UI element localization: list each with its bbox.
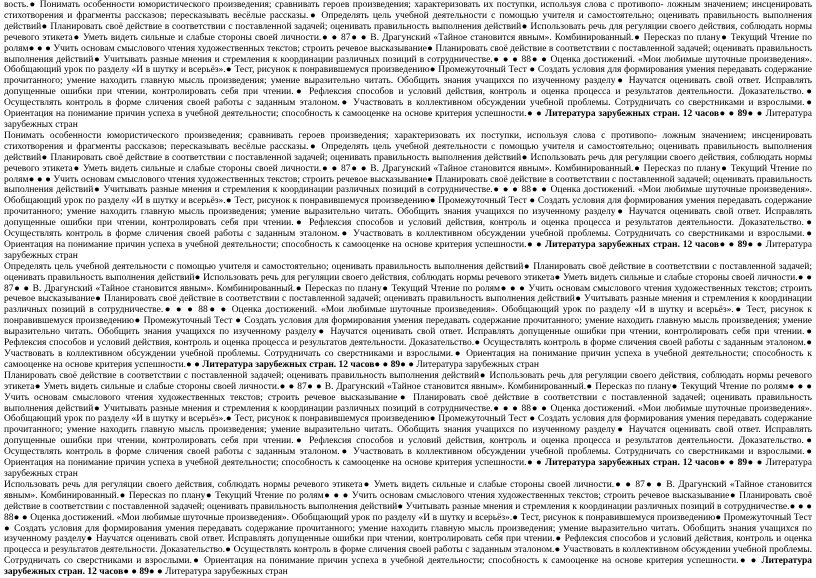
text-run: Литература зарубежных стран — [4, 109, 812, 130]
text-paragraph — [4, 480, 812, 578]
text-run: Планировать своё действие в соответствии с поставленной задачей; оценивать правильность выполнения действий● Использовать речь для регуляции своего действия, соблюдать нормы речевого этикета● Уметь видеть сильные и слабые стороны своей личности.● ● 87● ● В. Драгунский «Тайное становится явным». Комбинированный.● Пересказ по плану● Текущий Чтение по ролям● ● ● Учить основам смыслового чтения художественных текстов; строить речевое высказывание● Планировать своё действие в соответствии с поставленной задачей; оценивать правильность выполнения действий● Учитывать разные мнения и стремления к координации различных позиций в сотрудничестве.● ● ● 88● ● Оценка достижений. «Мои любимые шуточные произведения». Обобщающий урок по разделу «И в шутку и всерьёз».● Тест, рисунок к понравившемуся произведению● Промежуточный Тест ● Создать условия для формирования умения передавать содержание прочитанного; умение находить главную мысль произведения; умение выразительно читать. Обобщить знания учащихся по изученному разделу● Научатся оценивать свой ответ. Исправлять допущенные ошибки при чтении, контролировать себя при чтении.● Рефлексия способов и условий действия, контроль и оценка процесса и результатов деятельности. Доказательство.● Осуществлять контроль в форме сличения своей работы с заданным эталоном.● Участвовать в коллективном обсуждении учебной проблемы. Сотрудничать со сверстниками и взрослыми.● Ориентация на понимание причин успеха в учебной деятельности; способность к самооценке на основе критерия успешности.● ● — [4, 370, 812, 469]
bold-text-run: Литература зарубежных стран. 12 часов● ● 89● ● — [202, 359, 417, 370]
bold-text-run: Литература зарубежных стран. 12 часов● ● 89● ● — [545, 239, 766, 250]
text-run: Литература зарубежных стран — [4, 458, 812, 479]
bold-text-run: Литература зарубежных стран. 12 часов● ● 89● ● — [545, 109, 766, 120]
text-paragraph — [4, 131, 812, 262]
text-run: Литература зарубежных стран — [4, 239, 812, 261]
bold-text-run: Литература зарубежных стран. 12 часов● ● 89● ● — [545, 458, 766, 469]
text-run: Понимать особенности юмористического произведения; сравнивать героев произведения; характеризовать их поступки, используя слова с противопо- ложным значением; инсценировать стихотворения и фрагменты рассказов; пересказывать весёлые рассказы.● Определять цель учебной деятельности с помощью учителя и самостоятельно; оценивать правильность выполнения действий● Планировать своё действие в соответствии с поставленной задачей; оценивать правильность выполнения действий● Использовать речь для регуляции своего действия, соблюдать нормы речевого этикета● Уметь видеть сильные и слабые стороны своей личности.● ● 87● ● В. Драгунский «Тайное становится явным». Комбинированный.● Пересказ по плану● Текущий Чтение по ролям● ● ● Учить основам смыслового чтения художественных текстов; строить речевое высказывание● Планировать своё действие в соответствии с поставленной задачей; оценивать правильность выполнения действий● Учитывать разные мнения и стремления к координации различных позиций в сотрудничестве.● ● ● 88● ● Оценка достижений. «Мои любимые шуточные произведения». Обобщающий урок по разделу «И в шутку и всерьёз».● Тест, рисунок к понравившемуся произведению● Промежуточный Тест ● Создать условия для формирования умения передавать содержание прочитанного; умение находить главную мысль произведения; умение выразительно читать. Обобщить знания учащихся по изученному разделу● Научатся оценивать свой ответ. Исправлять допущенные ошибки при чтении, контролировать себя при чтении.● Рефлексия способов и условий действия, контроль и оценка процесса и результатов деятельности. Доказательство.● Осуществлять контроль в форме сличения своей работы с заданным эталоном.● Участвовать в коллективном обсуждении учебной проблемы. Сотрудничать со сверстниками и взрослыми.● Ориентация на понимание причин успеха в учебной деятельности; способность к самооценке на основе критерия успешности.● ● — [4, 130, 812, 250]
text-run: Литература зарубежных стран — [165, 567, 288, 578]
text-run: Использовать речь для регуляции своего действия, соблюдать нормы речевого этикета● Уметь видеть сильные и слабые стороны своей личности.● ● 87● ● В. Драгунский «Тайное становится явным». Комбинированный.● Пересказ по плану● Текущий Чтение по ролям● ● ● Учить основам смыслового чтения художественных текстов; строить речевое высказывание● Планировать своё действие в соответствии с поставленной задачей; оценивать правильность выполнения действий● Учитывать разные мнения и стремления к координации различных позиций в сотрудничестве.● ● ● 88● ● Оценка достижений. «Мои любимые шуточные произведения». Обобщающий урок по разделу «И в шутку и всерьёз».● Тест, рисунок к понравившемуся произведению● Промежуточный Тест ● Создать условия для формирования умения передавать содержание прочитанного; умение находить главную мысль произведения; умение выразительно читать. Обобщить знания учащихся по изученному разделу● Научатся оценивать свой ответ. Исправлять допущенные ошибки при чтении, контролировать себя при чтении.● Рефлексия способов и условий действия, контроль и оценка процесса и результатов деятельности. Доказательство.● Осуществлять контроль в форме сличения своей работы с заданным эталоном.● Участвовать в коллективном обсуждении учебной проблемы. Сотрудничать со сверстниками и взрослыми.● Ориентация на понимание причин успеха в учебной деятельности; способность к самооценке на основе критерия успешности.● ● — [4, 479, 812, 567]
text-paragraph — [4, 371, 812, 480]
text-run: Определять цель учебной деятельности с помощью учителя и самостоятельно; оценивать правильность выполнения действий● Планировать своё действие в соответствии с поставленной задачей; оценивать правильность выполнения действий● Использовать речь для регуляции своего действия, соблюдать нормы речевого этикета● Уметь видеть сильные и слабые стороны своей личности.● ● 87● ● В. Драгунский «Тайное становится явным». Комбинированный.● Пересказ по плану● Текущий Чтение по ролям● ● ● Учить основам смыслового чтения художественных текстов; строить речевое высказывание● Планировать своё действие в соответствии с поставленной задачей; оценивать правильность выполнения действий● Учитывать разные мнения и стремления к координации различных позиций в сотрудничестве.● ● ● 88● ● Оценка достижений. «Мои любимые шуточные произведения». Обобщающий урок по разделу «И в шутку и всерьёз».● Тест, рисунок к понравившемуся произведению● Промежуточный Тест ● Создать условия для формирования умения передавать содержание прочитанного; умение находить главную мысль произведения; умение выразительно читать. Обобщить знания учащихся по изученному разделу● Научатся оценивать свой ответ. Исправлять допущенные ошибки при чтении, контролировать себя при чтении.● Рефлексия способов и условий действия, контроль и оценка процесса и результатов деятельности. Доказательство.● Осуществлять контроль в форме сличения своей работы с заданным эталоном.● Участвовать в коллективном обсуждении учебной проблемы. Сотрудничать со сверстниками и взрослыми.● Ориентация на понимание причин успеха в учебной деятельности; способность к самооценке на основе критерия успешности.● ● — [4, 261, 812, 370]
bold-text-run: Литература зарубежных стран. 12 часов● ● 89● ● — [4, 556, 812, 578]
text-run: Литература зарубежных стран — [416, 359, 539, 370]
text-paragraph — [4, 0, 812, 131]
text-run: вость.● Понимать особенности юмористического произведения; сравнивать героев произведения; характеризовать их поступки, используя слова с противопо- ложным значением; инсценировать стихотворения и фрагменты рассказов; пересказывать весёлые рассказы.● Определять цель учебной деятельности с помощью учителя и самостоятельно; оценивать правильность выполнения действий● Планировать своё действие в соответствии с поставленной задачей; оценивать правильность выполнения действий● Использовать речь для регуляции своего действия, соблюдать нормы речевого этикета● Уметь видеть сильные и слабые стороны своей личности.● ● 87● ● В. Драгунский «Тайное становится явным». Комбинированный.● Пересказ по плану● Текущий Чтение по ролям● ● ● Учить основам смыслового чтения художественных текстов; строить речевое высказывание● Планировать своё действие в соответствии с поставленной задачей; оценивать правильность выполнения действий● Учитывать разные мнения и стремления к координации различных позиций в сотрудничестве.● ● ● 88● ● Оценка достижений. «Мои любимые шуточные произведения». Обобщающий урок по разделу «И в шутку и всерьёз».● Тест, рисунок к понравившемуся произведению● Промежуточный Тест ● Создать условия для формирования умения передавать содержание прочитанного; умение находить главную мысль произведения; умение выразительно читать. Обобщить знания учащихся по изученному разделу● Научатся оценивать свой ответ. Исправлять допущенные ошибки при чтении, контролировать себя при чтении.● Рефлексия способов и условий действия, контроль и оценка процесса и результатов деятельности. Доказательство.● Осуществлять контроль в форме сличения своей работы с заданным эталоном.● Участвовать в коллективном обсуждении учебной проблемы. Сотрудничать со сверстниками и взрослыми.● Ориентация на понимание причин успеха в учебной деятельности; способность к самооценке на основе критерия успешности.● ● — [4, 0, 812, 120]
text-paragraph — [4, 262, 812, 371]
